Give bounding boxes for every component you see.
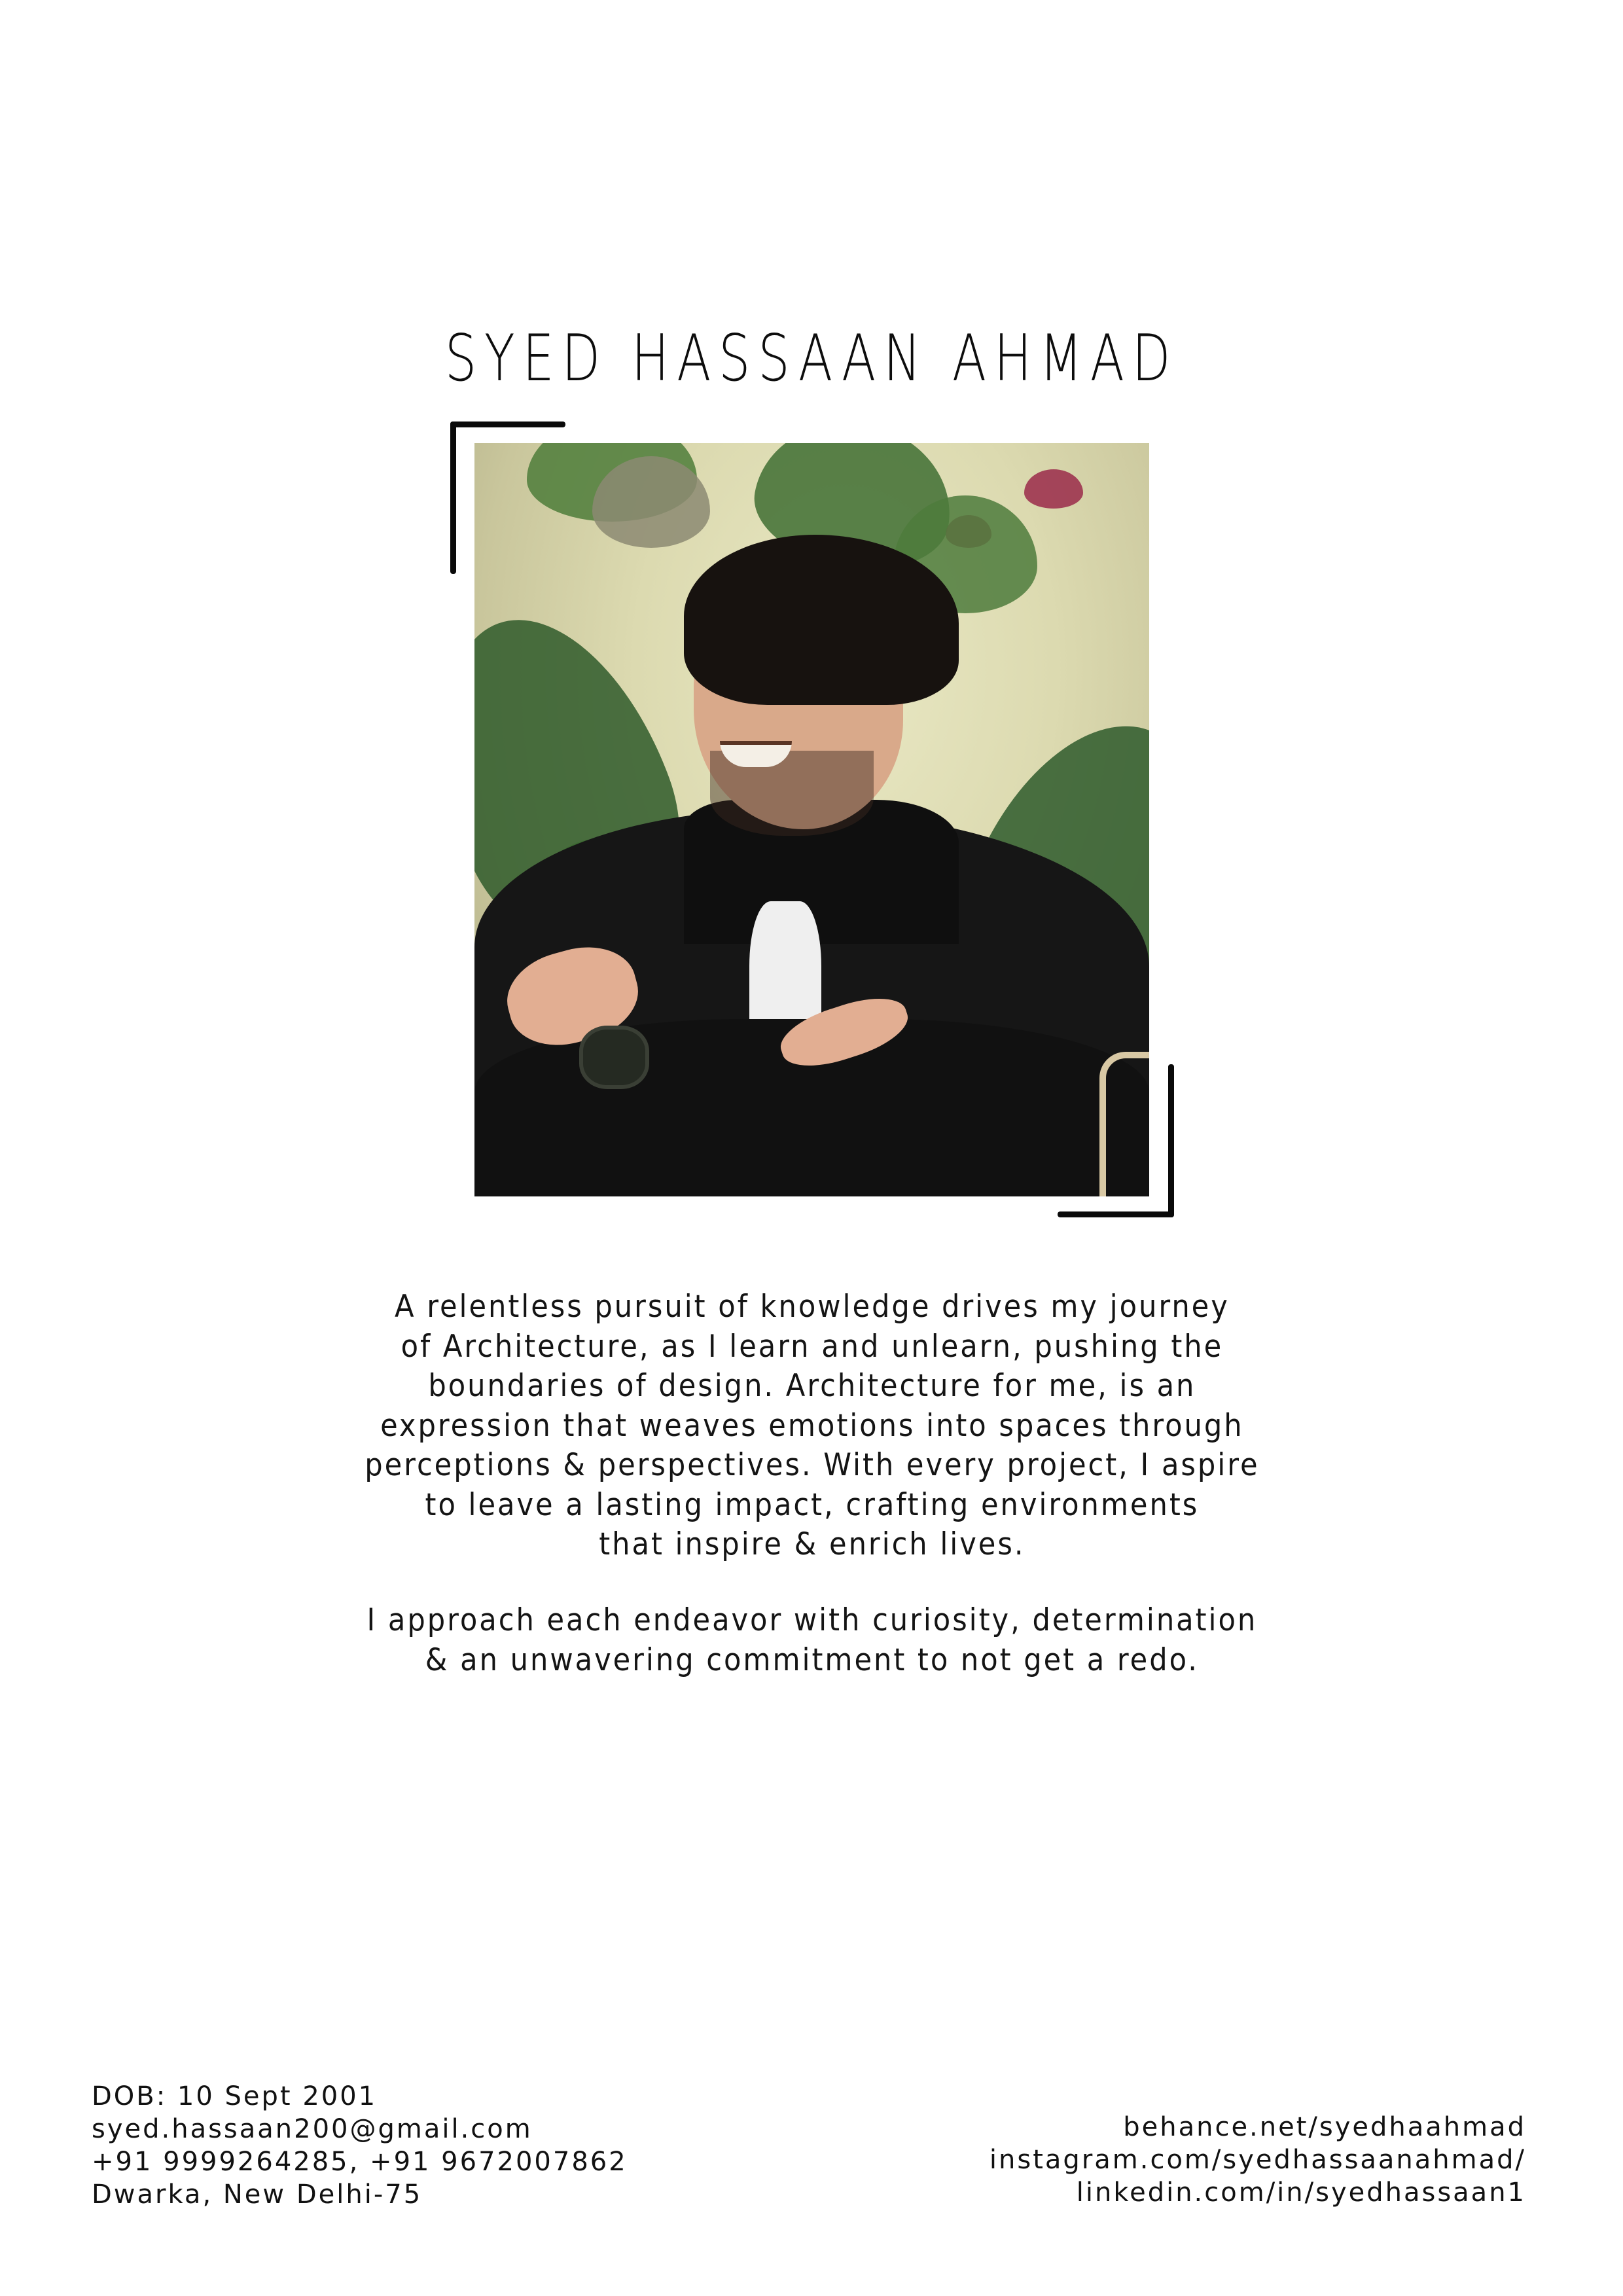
wristwatch: [579, 1026, 649, 1089]
bio-paragraph-2: [0, 1601, 1623, 1680]
bio-line: & an unwavering commitment to not get a redo.: [425, 1641, 1199, 1678]
social-links: [990, 2111, 1526, 2209]
bio-line: perceptions & perspectives. With every project, I aspire: [365, 1447, 1260, 1483]
bio-line: A relentless pursuit of knowledge drives my journey: [394, 1289, 1230, 1325]
bio-line: boundaries of design. Architecture for me, is an: [428, 1368, 1196, 1404]
flowers: [1024, 469, 1083, 509]
behance-link[interactable]: behance.net/syedhaahmad: [1123, 2112, 1526, 2142]
bio-line: of Architecture, as I learn and unlearn, pushing the: [401, 1328, 1224, 1365]
bio-paragraph-1: [0, 1287, 1623, 1565]
phone-numbers[interactable]: +91 9999264285, +91 9672007862: [92, 2147, 628, 2177]
personal-details: [92, 2080, 628, 2211]
linkedin-link[interactable]: linkedin.com/in/syedhassaan1: [1076, 2178, 1526, 2208]
page-title: SYED HASSAAN AHMAD: [444, 321, 1179, 396]
frame-bracket-bottom-right-vertical: [1168, 1064, 1174, 1217]
date-of-birth: DOB: 10 Sept 2001: [92, 2081, 378, 2111]
bio-line: to leave a lasting impact, crafting environments: [425, 1486, 1200, 1523]
frame-bracket-bottom-right-horizontal: [1058, 1211, 1174, 1217]
bio-line: I approach each endeavor with curiosity, determination: [366, 1602, 1258, 1638]
instagram-link[interactable]: instagram.com/syedhassaanahmad/: [989, 2145, 1526, 2175]
frame-bracket-top-left-vertical: [450, 422, 456, 574]
bio-line: that inspire & enrich lives.: [599, 1526, 1026, 1562]
frame-bracket-top-left-horizontal: [450, 422, 565, 427]
email-link[interactable]: syed.hassaan200@gmail.com: [92, 2114, 533, 2144]
bio-line: expression that weaves emotions into spaces through: [380, 1407, 1244, 1444]
chair: [1099, 1052, 1149, 1196]
profile-photo: [474, 443, 1149, 1196]
address: Dwarka, New Delhi-75: [92, 2179, 423, 2210]
